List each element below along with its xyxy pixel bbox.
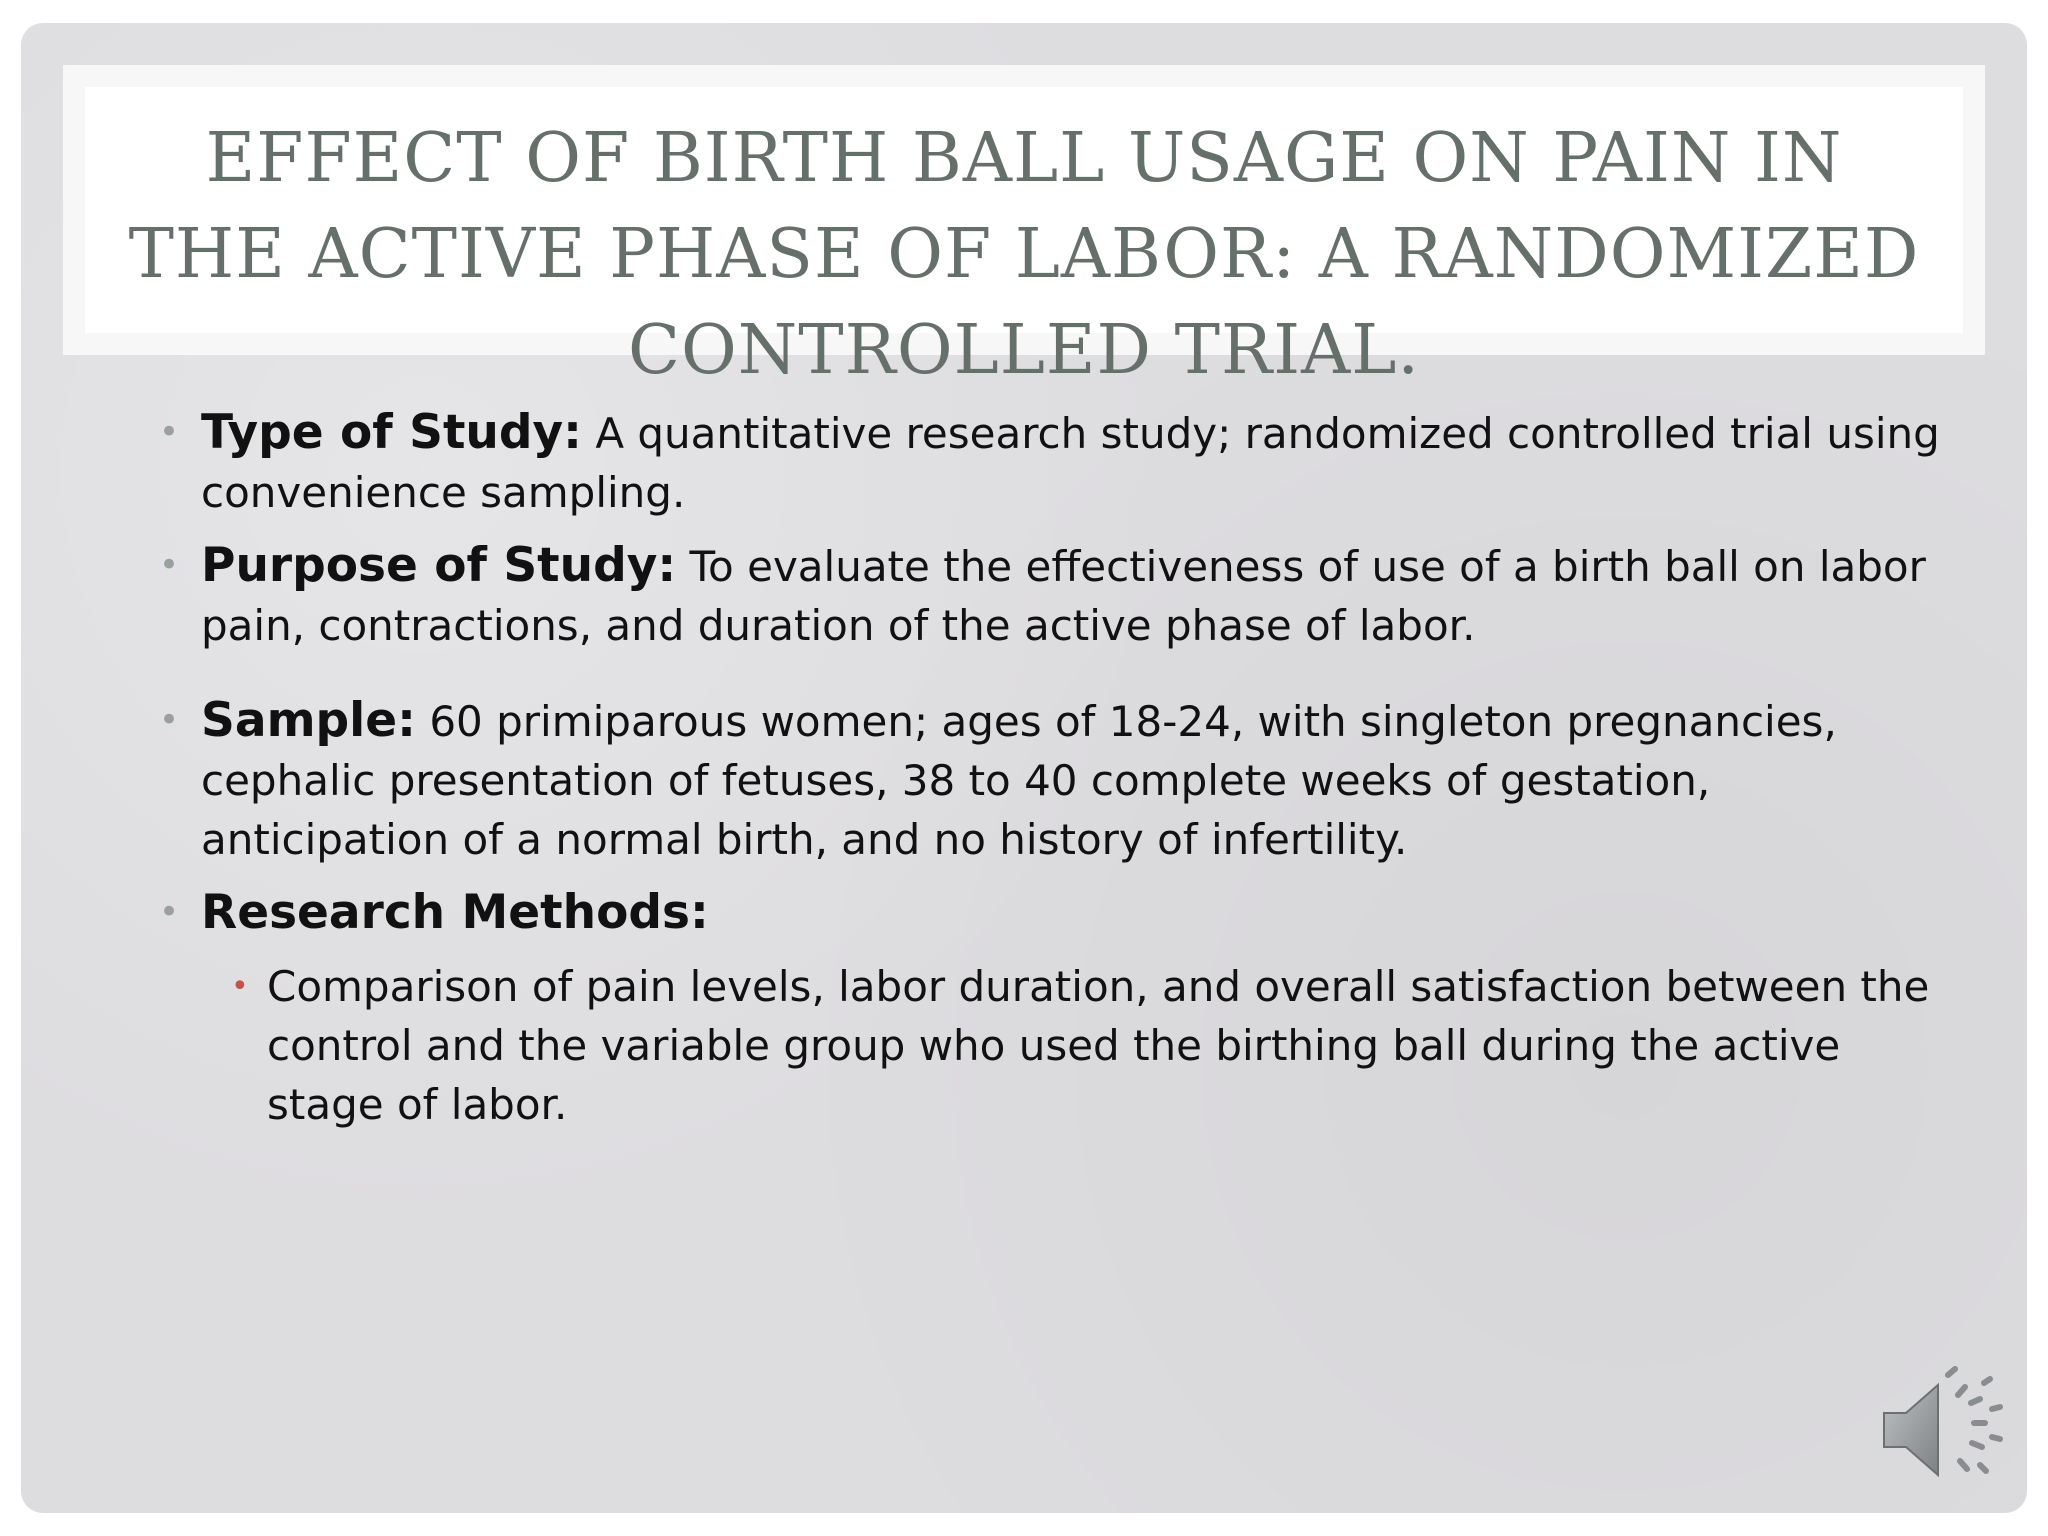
bullet-type-of-study (151, 403, 1951, 522)
bullet-label: Type of Study: (201, 405, 582, 460)
bullet-sample (151, 691, 1951, 869)
bullet-dot: • (159, 545, 180, 585)
sub-bullet-dot: • (231, 969, 249, 1004)
bullet-label: Purpose of Study: (201, 538, 677, 593)
title-panel (85, 87, 1963, 390)
bullet-text: 60 primiparous women; ages of 18-24, with singleton pregnancies, cephalic presentation of fetuses, 38 to 40 complete weeks of gestation, anticipation of a normal birth, and no history of infertility. (201, 697, 1837, 864)
bullet-dot: • (159, 892, 180, 932)
bullet-text: To evaluate the effectiveness of use of a birth ball on labor pain, contractions, and duration of the active phase of labor. (201, 542, 1926, 650)
title-frame (63, 65, 1985, 390)
slide (21, 23, 2027, 1513)
slide-title: EFFECT OF BIRTH BALL USAGE ON PAIN IN THE ACTIVE PHASE OF LABOR: A RANDOMIZED CONTROLLED TRIAL. (128, 119, 1920, 390)
bullet-label: Research Methods: (201, 885, 709, 940)
bullet-dot: • (159, 700, 180, 740)
sub-bullet-comparison (151, 957, 1951, 1134)
speaker-icon[interactable] (1876, 1365, 2006, 1495)
bullet-text: A quantitative research study; randomized controlled trial using convenience sampling. (201, 409, 1940, 517)
bullet-research-methods (151, 883, 1951, 943)
bullet-list (151, 403, 1951, 1134)
sub-bullet-text: Comparison of pain levels, labor duration, and overall satisfaction between the control and the variable group who used the birthing ball during the active stage of labor. (267, 962, 1930, 1129)
bullet-dot: • (159, 412, 180, 452)
bullet-label: Sample: (201, 693, 416, 748)
bullet-purpose-of-study (151, 536, 1951, 655)
